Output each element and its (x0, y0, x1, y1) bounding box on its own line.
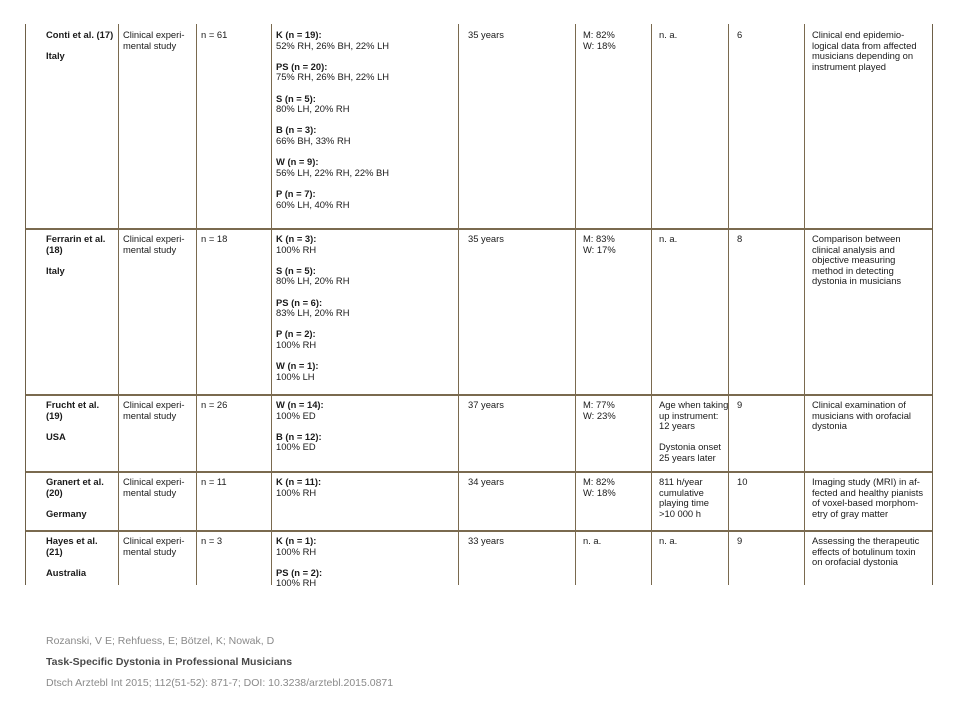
column-divider (651, 394, 652, 471)
column-divider (196, 394, 197, 471)
exposure-line: n. a. (659, 29, 678, 40)
caption-citation: Dtsch Arztebl Int 2015; 112(51-52): 871-7; DOI: 10.3238/arztebl.2015.0871 (46, 677, 394, 689)
instrument-group-header: K (n = 19): (276, 29, 322, 40)
column-divider (271, 228, 272, 394)
aim-line: Imaging study (MRI) in af- (812, 476, 920, 487)
table-row (26, 24, 932, 230)
column-divider (118, 530, 119, 585)
sex-ratio-line: M: 82% (583, 29, 615, 40)
column-divider (118, 24, 119, 228)
sex-ratio-line: M: 83% (583, 233, 615, 244)
sample-size-cell: n = 3 (201, 535, 223, 546)
instrument-groups-cell (276, 400, 324, 464)
instrument-group-values: 100% RH (276, 545, 317, 557)
column-divider (458, 24, 459, 228)
aim-cell (812, 400, 911, 432)
aim-line: etry of gray matter (812, 507, 889, 519)
instrument-group-header: W (n = 14): (276, 399, 324, 410)
instrument-group-header: P (n = 2): (276, 328, 316, 340)
column-divider (196, 24, 197, 228)
exposure-line: Age when taking (659, 399, 729, 410)
instrument-group-header: K (n = 11): (276, 476, 322, 487)
instrument-group-values: 100% LH (276, 370, 315, 382)
instrument-group (276, 568, 322, 589)
instrument-group (276, 477, 321, 498)
instrument-group-values: 75% RH, 26% BH, 22% LH (276, 71, 390, 83)
aim-line: instrument played (812, 60, 886, 72)
instrument-group-values: 100% ED (276, 441, 316, 453)
instrument-group-values: 83% LH, 20% RH (276, 307, 350, 319)
column-divider (804, 24, 805, 228)
aim-line: Assessing the therapeutic (812, 535, 920, 546)
instrument-group-values: 60% LH, 40% RH (276, 198, 350, 210)
exposure-line: n. a. (659, 233, 678, 244)
column-divider (118, 228, 119, 394)
column-divider (575, 394, 576, 471)
instrument-group-header: W (n = 9): (276, 156, 319, 168)
study-cell (46, 477, 116, 519)
aim-cell (812, 234, 901, 287)
aim-line: Clinical examination of (812, 399, 906, 410)
caption-authors: Rozanski, V E; Rehfuess, E; Bötzel, K; Nowak, D (46, 635, 275, 647)
sample-size-cell: n = 61 (201, 29, 228, 40)
age-cell: 35 years (468, 29, 504, 40)
aim-line: method in detecting (812, 264, 894, 276)
study-cell (46, 30, 116, 62)
instrument-group (276, 157, 389, 178)
instrument-group-header: B (n = 12): (276, 430, 322, 442)
study-country: Germany (46, 507, 87, 519)
aim-line: objective measuring (812, 254, 896, 266)
sex-ratio-line: W: 17% (583, 243, 616, 255)
exposure-cell (659, 536, 677, 547)
column-divider (575, 530, 576, 585)
aim-line: Comparison between (812, 233, 901, 244)
exposure-line: cumulative (659, 486, 704, 498)
figure-caption (46, 634, 393, 697)
instrument-group-values: 80% LH, 20% RH (276, 103, 350, 115)
instrument-groups-cell (276, 234, 349, 393)
instrument-group (276, 266, 349, 287)
instrument-group (276, 62, 389, 83)
study-type-line: Clinical experi- (123, 399, 185, 410)
column-divider (196, 471, 197, 530)
instrument-group-header: W (n = 1): (276, 360, 319, 372)
aim-cell (812, 30, 917, 72)
column-divider (728, 530, 729, 585)
column-divider (575, 24, 576, 228)
column-divider (118, 471, 119, 530)
instrument-group (276, 400, 324, 421)
column-divider (196, 530, 197, 585)
aim-line: of voxel-based morphom- (812, 497, 919, 509)
study-type-line: mental study (123, 243, 177, 255)
caption-title: Task-Specific Dystonia in Professional Musicians (46, 656, 293, 668)
aim-line: dystonia in musicians (812, 275, 902, 287)
instrument-group (276, 298, 349, 319)
study-name: Conti et al. (17) (46, 29, 114, 40)
sex-ratio-cell (583, 536, 601, 547)
aim-line: logical data from affected (812, 39, 917, 51)
score-cell: 9 (737, 399, 743, 410)
sex-ratio-line: n. a. (583, 535, 602, 546)
instrument-group-header: PS (n = 20): (276, 60, 328, 72)
study-type-line: mental study (123, 409, 177, 421)
instrument-group (276, 94, 389, 115)
instrument-group (276, 329, 349, 350)
study-type-line: mental study (123, 39, 177, 51)
sex-ratio-line: M: 77% (583, 399, 615, 410)
exposure-line: n. a. (659, 535, 678, 546)
instrument-group (276, 361, 349, 382)
column-divider (804, 530, 805, 585)
column-divider (118, 394, 119, 471)
instrument-group (276, 189, 389, 210)
study-type-line: Clinical experi- (123, 233, 185, 244)
instrument-group-values: 100% RH (276, 243, 317, 255)
column-divider (458, 530, 459, 585)
sample-size-cell: n = 26 (201, 399, 228, 410)
age-cell: 35 years (468, 233, 504, 244)
instrument-group-values: 56% LH, 22% RH, 22% BH (276, 166, 390, 178)
study-cell (46, 536, 116, 578)
table-row (26, 394, 932, 473)
study-name: Granert et al. (20) (46, 476, 104, 498)
column-divider (458, 394, 459, 471)
column-divider (575, 228, 576, 394)
instrument-group-values: 100% RH (276, 486, 317, 498)
column-divider (271, 471, 272, 530)
column-divider (271, 24, 272, 228)
instrument-group-header: K (n = 1): (276, 535, 317, 546)
instrument-group-values: 52% RH, 26% BH, 22% LH (276, 39, 390, 51)
study-type-cell (123, 234, 184, 255)
exposure-line: playing time (659, 497, 710, 509)
column-divider (651, 228, 652, 394)
study-country: Italy (46, 264, 65, 276)
study-country: Australia (46, 566, 87, 578)
table-row (26, 530, 932, 589)
age-cell: 37 years (468, 399, 504, 410)
instrument-group-header: PS (n = 6): (276, 296, 323, 308)
sex-ratio-line: W: 23% (583, 409, 616, 421)
age-cell: 34 years (468, 476, 504, 487)
study-type-cell (123, 30, 184, 51)
instrument-group-header: P (n = 7): (276, 187, 316, 199)
column-divider (196, 228, 197, 394)
study-cell (46, 234, 116, 276)
column-divider (804, 228, 805, 394)
study-type-line: mental study (123, 486, 177, 498)
study-name: Ferrarin et al. (18) (46, 233, 106, 255)
study-cell (46, 400, 116, 442)
instrument-group (276, 30, 389, 51)
instrument-group (276, 125, 389, 146)
exposure-cell (659, 30, 677, 41)
sex-ratio-cell (583, 234, 616, 255)
study-country: USA (46, 430, 66, 442)
aim-cell (812, 536, 919, 568)
exposure-line: 12 years (659, 420, 695, 432)
instrument-group-header: K (n = 3): (276, 233, 317, 244)
study-name: Frucht et al. (19) (46, 399, 100, 421)
aim-line: musicians depending on (812, 50, 914, 62)
aim-line: fected and healthy pianists (812, 486, 924, 498)
study-type-cell (123, 477, 184, 498)
study-table (25, 24, 933, 589)
instrument-groups-cell (276, 477, 321, 509)
column-divider (804, 394, 805, 471)
sex-ratio-line: W: 18% (583, 39, 616, 51)
instrument-groups-cell (276, 536, 322, 600)
exposure-cell (659, 400, 728, 464)
column-divider (728, 471, 729, 530)
column-divider (651, 471, 652, 530)
sex-ratio-cell (583, 477, 616, 498)
aim-line: clinical analysis and (812, 243, 895, 255)
instrument-group-values: 100% RH (276, 338, 317, 350)
instrument-group-values: 66% BH, 33% RH (276, 134, 351, 146)
sex-ratio-cell (583, 400, 616, 421)
exposure-line: >10 000 h (659, 507, 701, 519)
column-divider (458, 228, 459, 394)
instrument-group-values: 80% LH, 20% RH (276, 275, 350, 287)
aim-line: on orofacial dystonia (812, 556, 898, 568)
sex-ratio-line: M: 82% (583, 476, 615, 487)
sex-ratio-cell (583, 30, 616, 51)
study-country: Italy (46, 50, 65, 62)
instrument-group-header: B (n = 3): (276, 124, 317, 136)
column-divider (271, 394, 272, 471)
aim-line: dystonia (812, 420, 847, 432)
column-divider (651, 530, 652, 585)
aim-line: Clinical end epidemio- (812, 29, 905, 40)
column-divider (458, 471, 459, 530)
study-name: Hayes et al. (21) (46, 535, 98, 557)
instrument-group (276, 234, 349, 255)
instrument-group (276, 536, 322, 557)
study-type-line: Clinical experi- (123, 535, 185, 546)
column-divider (804, 471, 805, 530)
sample-size-cell: n = 18 (201, 233, 228, 244)
column-divider (651, 24, 652, 228)
instrument-groups-cell (276, 30, 389, 221)
instrument-group-values: 100% ED (276, 409, 316, 421)
age-cell: 33 years (468, 535, 504, 546)
score-cell: 9 (737, 535, 743, 546)
instrument-group (276, 432, 324, 453)
instrument-group-header: S (n = 5): (276, 92, 316, 104)
instrument-group-header: S (n = 5): (276, 264, 316, 276)
instrument-group-values: 100% RH (276, 577, 317, 589)
instrument-group-header: PS (n = 2): (276, 566, 323, 578)
exposure-line: Dystonia onset (659, 441, 722, 453)
exposure-line: 811 h/year (659, 476, 703, 487)
sample-size-cell: n = 11 (201, 476, 227, 487)
score-cell: 10 (737, 476, 748, 487)
score-cell: 8 (737, 233, 743, 244)
study-type-line: Clinical experi- (123, 29, 185, 40)
column-divider (728, 228, 729, 394)
study-type-line: Clinical experi- (123, 476, 185, 487)
score-cell: 6 (737, 29, 743, 40)
column-divider (575, 471, 576, 530)
exposure-cell (659, 477, 709, 519)
table-row (26, 471, 932, 532)
study-type-cell (123, 536, 184, 557)
sex-ratio-line: W: 18% (583, 486, 616, 498)
aim-cell (812, 477, 923, 519)
aim-line: musicians with orofacial (812, 409, 911, 421)
exposure-cell (659, 234, 677, 245)
exposure-line: up instrument: (659, 409, 719, 421)
aim-line: effects of botulinum toxin (812, 545, 916, 557)
column-divider (271, 530, 272, 585)
table-row (26, 228, 932, 396)
study-type-line: mental study (123, 545, 177, 557)
column-divider (728, 24, 729, 228)
exposure-line: 25 years later (659, 451, 716, 463)
study-type-cell (123, 400, 184, 421)
